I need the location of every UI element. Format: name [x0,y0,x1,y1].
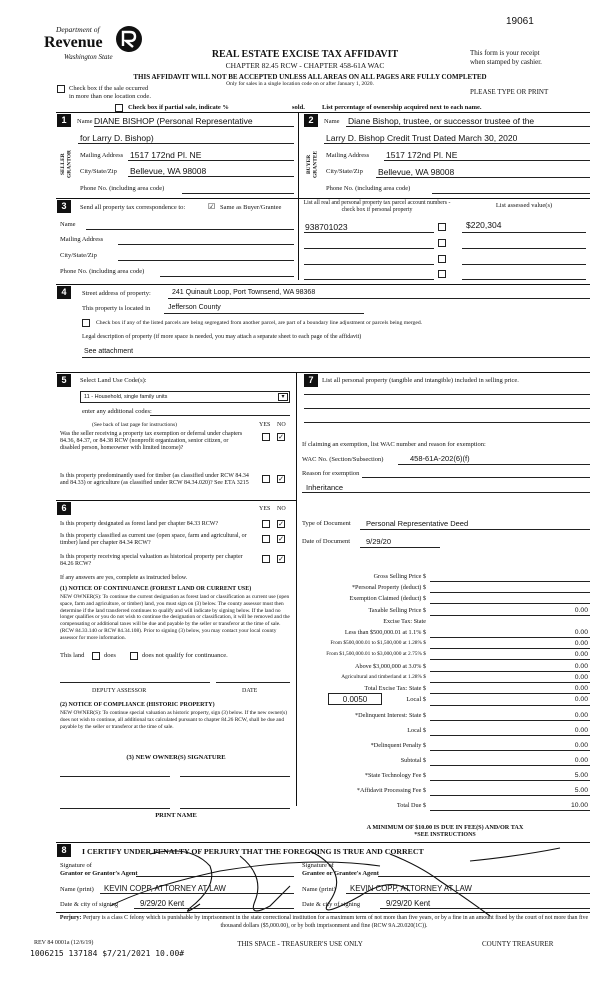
calc-value[interactable]: 0.00 [574,673,588,681]
reason-value[interactable]: Inheritance [306,483,344,492]
buyer-mail-line [384,160,590,161]
divider-12 [298,112,299,200]
date-city-left-line [134,908,294,909]
sec6-q2-no[interactable]: ✓ [278,535,284,543]
sec5-no: NO [277,422,286,428]
sec3-name-label: Name [60,221,76,228]
parcel-header: List all real and personal property tax parcel account numbers - check box if personal property [303,200,451,213]
agency-state: Washington State [64,53,113,61]
land-use-select[interactable] [80,391,290,403]
doc-date-line [360,547,440,548]
sec6-q1-no[interactable]: ✓ [278,520,284,528]
personal-property-header: List all personal property (tangible and intangible) included in selling price. [322,377,519,384]
personal-property-line-2[interactable] [304,408,590,409]
legal-description[interactable]: See attachment [84,348,134,355]
local-value-line [430,705,590,706]
deputy-date-line[interactable] [216,682,290,683]
form-chapter: CHAPTER 82.45 RCW - CHAPTER 458-61A WAC [225,61,385,70]
legal-line-1 [82,357,590,358]
seller-name-1-line [94,126,294,127]
name-print-left[interactable]: KEVIN COPP, ATTORNEY AT LAW [104,884,226,893]
calc-value[interactable]: 0.00 [574,606,588,614]
buyer-city[interactable]: Bellevue, WA 98008 [378,167,455,177]
section-8-badge: 8 [57,844,71,857]
sec6-q2-yes[interactable] [262,535,270,543]
sec3-phone-field[interactable] [160,276,294,277]
sec3-name-field[interactable] [86,229,294,230]
new-owner-signature-label: (3) NEW OWNER(S) SIGNATURE [126,754,226,761]
seller-city-line [128,176,294,177]
calc-value[interactable]: 5.00 [574,772,588,779]
calc-value-line [430,750,590,751]
calc-label: From $500,000.01 to $1,500,000 at 1.28% $ [330,640,426,647]
wac-label: WAC No. (Section/Subsection) [302,456,384,463]
name-print-label-left: Name (print) [60,886,94,893]
seller-phone-label: Phone No. (including area code) [80,185,165,192]
calc-value-line [430,780,590,781]
form-title: REAL ESTATE EXCISE TAX AFFIDAVIT [211,49,399,60]
sec3-city-field[interactable] [118,260,294,261]
sec5-q1-yes[interactable] [262,433,270,441]
sec6-q3-no[interactable]: ✓ [278,555,284,563]
buyer-mail[interactable]: 1517 172nd Pl. NE [386,150,458,160]
personal-property-checkbox-2[interactable] [438,239,446,247]
notice2-title: (2) NOTICE OF COMPLIANCE (HISTORIC PROPERTY) [60,702,215,708]
name-print-label-right: Name (print) [302,886,336,893]
buyer-name-1[interactable]: Diane Bishop, trustee, or successor trustee of the [348,116,535,126]
divider-5-7 [296,372,297,806]
calc-value-line [430,765,590,766]
calc-value-line [430,615,590,616]
rule-top-4 [56,284,590,285]
partial-sale-label: Check box if partial sale, indicate % [128,104,229,111]
personal-property-checkbox-4[interactable] [438,270,446,278]
notice1-title: (1) NOTICE OF CONTINUANCE (FOREST LAND OR CURRENT USE) [60,586,252,592]
calc-value[interactable]: 0.00 [574,685,588,692]
section-5-badge: 5 [57,374,71,387]
land-does-not-checkbox[interactable] [130,652,138,660]
legal-label: Legal description of property (if more space is needed, you may attach a separate sheet to each page of the affidavit) [82,334,362,340]
new-owner-sig-line-1[interactable] [60,776,170,777]
receipt-stamp: 1006215 137184 $7/21/2021 10.00# [30,949,185,958]
calc-label: Excise Tax: State [383,617,426,625]
reason-label: Reason for exemption [302,470,360,477]
sig-grantor-label: Signature of [60,862,92,869]
section-7-badge: 7 [304,374,318,387]
please-print: PLEASE TYPE OR PRINT [470,88,549,96]
rule-top-6 [56,500,296,501]
seller-name-2-line [78,143,294,144]
calc-label: *Delinquent Interest: State $ [355,712,426,719]
doc-type[interactable]: Personal Representative Deed [366,519,469,528]
print-name-label: PRINT NAME [155,812,197,819]
sig-grantee-label-2: Grantee or Grantee's Agent [302,870,379,877]
calc-label: *State Technology Fee $ [364,772,426,779]
wac-line [398,464,590,465]
personal-property-line-1[interactable] [304,394,590,395]
multi-location-label: Check box if the sale occurred [69,85,149,92]
seller-name-2[interactable]: for Larry D. Bishop) [80,133,154,143]
parcel-line-3 [304,264,434,265]
parcel-number[interactable]: 938701023 [305,222,348,232]
sec5-q2-yes[interactable] [262,475,270,483]
assessed-header: List assessed value(s) [495,202,553,209]
notice1-text: NEW OWNER(S): To continue the current designation as forest land or classification as current use (open space, farm and agriculture, or timber) land, you must sign on (3) below. The county assessor must then determine if the land transferred continues to qualify and will indicate by signing below. If the land no longer qualifies or you do not wish to continue the designation or classification, it will be removed and the compensating or additional taxes will be due and payable by the seller or transferor at the time of sale. (RCW 84.33.140 or RCW 84.34.108). Prior to signing (3) below, you may contact your local county assessor for more information. [60,594,290,641]
calc-value[interactable]: 0.00 [574,651,588,659]
calc-label: Total Excise Tax: State $ [364,685,426,692]
calc-value-line [430,810,590,811]
reason-line-2 [302,492,590,493]
assessed-line-4 [462,279,586,280]
agency-name: Revenue [44,34,103,51]
calc-value[interactable]: 5.00 [574,787,588,794]
local-label: Local $ [406,696,426,703]
certify-statement: I CERTIFY UNDER PENALTY OF PERJURY THAT THE FOREGOING IS TRUE AND CORRECT [82,847,424,856]
new-owner-sig-line-2[interactable] [180,776,290,777]
doc-date[interactable]: 9/29/20 [366,537,392,546]
multi-location-checkbox[interactable] [57,85,65,93]
calc-value-line [430,637,590,638]
sec6-q2: Is this property classified as current use (open space, farm and agricultural, or timber) land per chapter 84.34 RCW? [60,533,247,547]
sec6-q1: Is this property designated as forest land per chapter 84.33 RCW? [60,521,219,527]
doc-type-line [360,529,590,530]
same-as-buyer-label: Same as Buyer/Grantee [220,204,282,211]
perjury-text: Perjury is a class C felony which is punishable by imprisonment in the state correctional institution for a maximum term of not more than five years, or by a fine in an amount fixed by the court of not more than five thousand dollars ($5,000.00), or by both imprisonment and fine (RCW 9A.20.020(1C)). [82,915,589,929]
agency-line1: Department of [56,25,100,34]
perjury-block [58,915,590,930]
segregated-checkbox[interactable] [82,319,90,327]
street-label: Street address of property: [82,290,151,297]
buyer-phone-field[interactable] [432,193,590,194]
seller-city-label: City/State/Zip [80,168,117,175]
seller-name-1[interactable]: DIANE BISHOP (Personal Representative [94,116,253,126]
calc-value[interactable]: 10.00 [570,802,588,809]
calc-value-line [430,682,590,683]
calc-label: *Affidavit Processing Fee $ [356,787,426,794]
sec3-mail-field[interactable] [118,244,294,245]
parcel-line-4 [304,279,434,280]
sold-label: sold. [292,104,305,111]
calc-value-line [430,720,590,721]
calc-label: *Personal Property (deduct) $ [351,584,426,592]
section-3-badge: 3 [57,200,71,213]
additional-codes-label: enter any additional codes: [82,408,152,415]
assessed-value[interactable]: $220,304 [466,220,502,230]
county-line [164,313,364,314]
if-yes-note: If any answers are yes, complete as instructed below. [60,575,188,581]
see-back-note: (See back of last page for instructions) [92,422,177,428]
does-label: does [104,652,116,659]
calc-value[interactable]: 0.00 [574,712,588,719]
date-city-right[interactable]: 9/29/20 Kent [386,899,431,908]
county[interactable]: Jefferson County [168,304,221,311]
calc-value-line [430,581,590,582]
multi-location-label-2: in more than one location code. [69,93,151,100]
calc-label: Taxable Selling Price $ [368,606,426,614]
buyer-side-label: BUYER GRANTEE [306,150,319,178]
located-label: This property is located in [82,305,151,312]
buyer-phone-label: Phone No. (including area code) [326,185,411,192]
name-print-right[interactable]: KEVIN COPP, ATTORNEY AT LAW [350,884,472,893]
local-rate-box[interactable] [328,693,382,705]
notice2-text: NEW OWNER(S): To continue special valuation as historic property, sign (3) below. If the new owner(s) does not wish to continue, all additional tax calculated pursuant to chapter 84.26 RCW, shall be due and payable by the seller or transferor at the time of sale. [60,710,288,730]
sec3-city-label: City/State/Zip [60,252,97,259]
calc-value[interactable]: 0.00 [574,727,588,734]
buyer-mail-label: Mailing Address [326,152,370,159]
section-4-badge: 4 [57,286,71,299]
rule-top-8 [56,842,590,843]
personal-property-line-3[interactable] [304,422,590,423]
minimum-due-note: A MINIMUM OF $10.00 IS DUE IN FEE(S) AND/OR TAX [366,824,524,831]
parcel-line-2 [304,248,434,249]
sec5-q1-no[interactable]: ✓ [278,433,284,441]
see-instructions: *SEE INSTRUCTIONS [414,832,476,838]
personal-property-checkbox-1[interactable] [438,223,446,231]
calc-value-line [430,735,590,736]
calc-value-line [430,648,590,649]
street-address[interactable]: 241 Quinault Loop, Port Townsend, WA 98368 [172,289,316,296]
calc-value[interactable]: 0.00 [574,640,588,648]
assessed-line-2 [462,248,586,249]
name-print-left-line [100,893,294,894]
local-rate: 0.0050 [342,695,368,704]
rule-top-5 [56,372,590,373]
receipt-note: This form is your receipt [470,49,540,57]
buyer-name-1-line [346,126,590,127]
deputy-assessor-line[interactable] [60,682,210,683]
sec5-yes: YES [259,422,271,428]
county-treasurer: COUNTY TREASURER [482,940,554,948]
seller-name-label: Name [77,118,93,125]
land-use-value: 11 - Household, single family units [84,394,168,400]
divider-3 [298,198,299,280]
doc-date-label: Date of Document [302,538,351,545]
seller-side-label: SELLER GRANTOR [60,150,73,179]
calc-value-line [430,659,590,660]
calc-label: *Delinquent Penalty $ [370,742,426,749]
sec6-q3: Is this property receiving special valuation as historical property per chapter 84.26 RCW? [60,554,243,568]
sec6-q3-yes[interactable] [262,555,270,563]
buyer-name-2[interactable]: Larry D. Bishop Credit Trust Dated March 30, 2020 [326,133,518,143]
sig-grantor-label-2: Grantor or Grantor's Agent [60,870,138,877]
sig-grantee-label: Signature of [302,862,334,869]
single-location-note: Only for sales in a single location code on or after January 1, 2020. [226,81,374,87]
send-correspondence-label: Send all property tax correspondence to: [80,204,186,211]
agency-logo [44,22,154,70]
calc-label: Exemption Claimed (deduct) $ [349,595,426,603]
does-not-label: does not qualify for continuance. [142,652,228,659]
form-revision: REV 84 0001a (12/6/19) [34,940,94,946]
sec5-q1: Was the seller receiving a property tax exemption or deferral under chapters 84.36, 84.37, or 84.38 RCW (nonprofit organization, senior citizen, or disabled person, homeowner with limited income)? [60,431,243,452]
assessed-line-3 [462,264,586,265]
buyer-name-2-line [324,143,590,144]
calc-value-line [430,592,590,593]
calc-label: Gross Selling Price $ [373,573,426,580]
buyer-name-label: Name [324,118,340,125]
additional-codes-field[interactable] [150,415,290,416]
date-city-label-left: Date & city of signing [60,901,119,908]
sec5-q2-no[interactable]: ✓ [278,475,284,483]
partial-sale-checkbox[interactable] [115,104,123,112]
form-warning: THIS AFFIDAVIT WILL NOT BE ACCEPTED UNLESS ALL AREAS ON ALL PAGES ARE FULLY COMPLETED [133,73,487,81]
wac-number[interactable]: 458-61A-202(6)(f) [410,454,470,463]
seller-city[interactable]: Bellevue, WA 98008 [130,166,207,176]
date-city-label-right: Date & city of signing [302,901,361,908]
calc-value[interactable]: 0.00 [574,662,588,670]
section-6-badge: 6 [57,502,71,515]
deputy-date-label: DATE [242,688,258,694]
sec5-q2: Is this property predominantly used for timber (as classified under RCW 84.34 and 84.33) or agriculture (as classified under RCW 84.34.020)? See ETA 3215 [60,473,249,487]
calc-value-line [430,693,590,694]
stamp-number: 19061 [506,16,534,27]
parcel-line-1 [304,232,434,233]
calc-label: Less than $500,000.01 at 1.1% $ [344,629,426,636]
exemption-label: If claiming an exemption, list WAC number and reason for exemption: [302,441,486,448]
sec6-yes: YES [259,506,271,512]
assessed-line-1 [462,232,586,233]
calc-label: Agricultural and timberland at 1.28% $ [341,673,426,680]
land-use-label: Select Land Use Code(s): [80,377,147,384]
personal-property-checkbox-3[interactable] [438,255,446,263]
calc-label: From $1,500,000.01 to $3,000,000 at 2.75% $ [326,651,426,658]
sec6-q1-yes[interactable] [262,520,270,528]
receipt-note-2: when stamped by cashier. [470,58,542,66]
seller-mail[interactable]: 1517 172nd Pl. NE [130,150,202,160]
print-name-line-1[interactable] [60,808,170,809]
local-value[interactable]: 0.00 [574,696,588,703]
calc-value[interactable]: 0.00 [574,757,588,764]
date-city-right-line [380,908,590,909]
calc-label: Above $3,000,000 at 3.0% $ [355,662,426,670]
rule-top-12 [56,112,590,113]
sec6-no: NO [277,506,286,512]
chevron-down-icon: ▾ [278,393,288,401]
doc-type-label: Type of Document [302,520,351,527]
name-print-right-line [346,893,590,894]
revenue-logo-icon [114,24,144,54]
seller-mail-line [128,160,294,161]
sec3-mail-label: Mailing Address [60,236,104,243]
calc-value[interactable]: 0.00 [574,629,588,636]
seller-mail-label: Mailing Address [80,152,124,159]
perjury-label: Perjury: [59,915,82,921]
deputy-assessor-label: DEPUTY ASSESSOR [92,688,147,694]
segregated-label: Check box if any of the listed parcels are being segregated from another parcel, are part of a boundary line adjustment or parcels being merged. [96,320,423,326]
buyer-city-label: City/State/Zip [326,168,363,175]
calc-value-line [430,795,590,796]
same-as-buyer-check[interactable]: ☑ [208,202,216,211]
sec3-phone-label: Phone No. (including area code) [60,268,145,275]
calc-value-line [430,671,590,672]
seller-phone-field[interactable] [182,193,294,194]
reason-line-1 [362,477,590,478]
print-name-line-2[interactable] [180,808,290,809]
calc-value-line [430,603,590,604]
ownership-note: List percentage of ownership acquired next to each name. [322,104,482,111]
calc-value[interactable]: 0.00 [574,742,588,749]
date-city-left[interactable]: 9/29/20 Kent [140,899,185,908]
street-line [168,298,590,299]
treasurer-space: THIS SPACE - TREASURER'S USE ONLY [237,940,363,948]
buyer-city-line [376,177,590,178]
land-does-checkbox[interactable] [92,652,100,660]
calc-label: Local $ [407,727,426,734]
calc-label: Total Due $ [396,802,426,809]
this-land-label: This land [60,652,85,659]
section-2-badge: 2 [304,114,318,127]
rule-perjury [56,912,590,913]
section-1-badge: 1 [57,114,71,127]
calc-label: Subtotal $ [400,757,426,764]
